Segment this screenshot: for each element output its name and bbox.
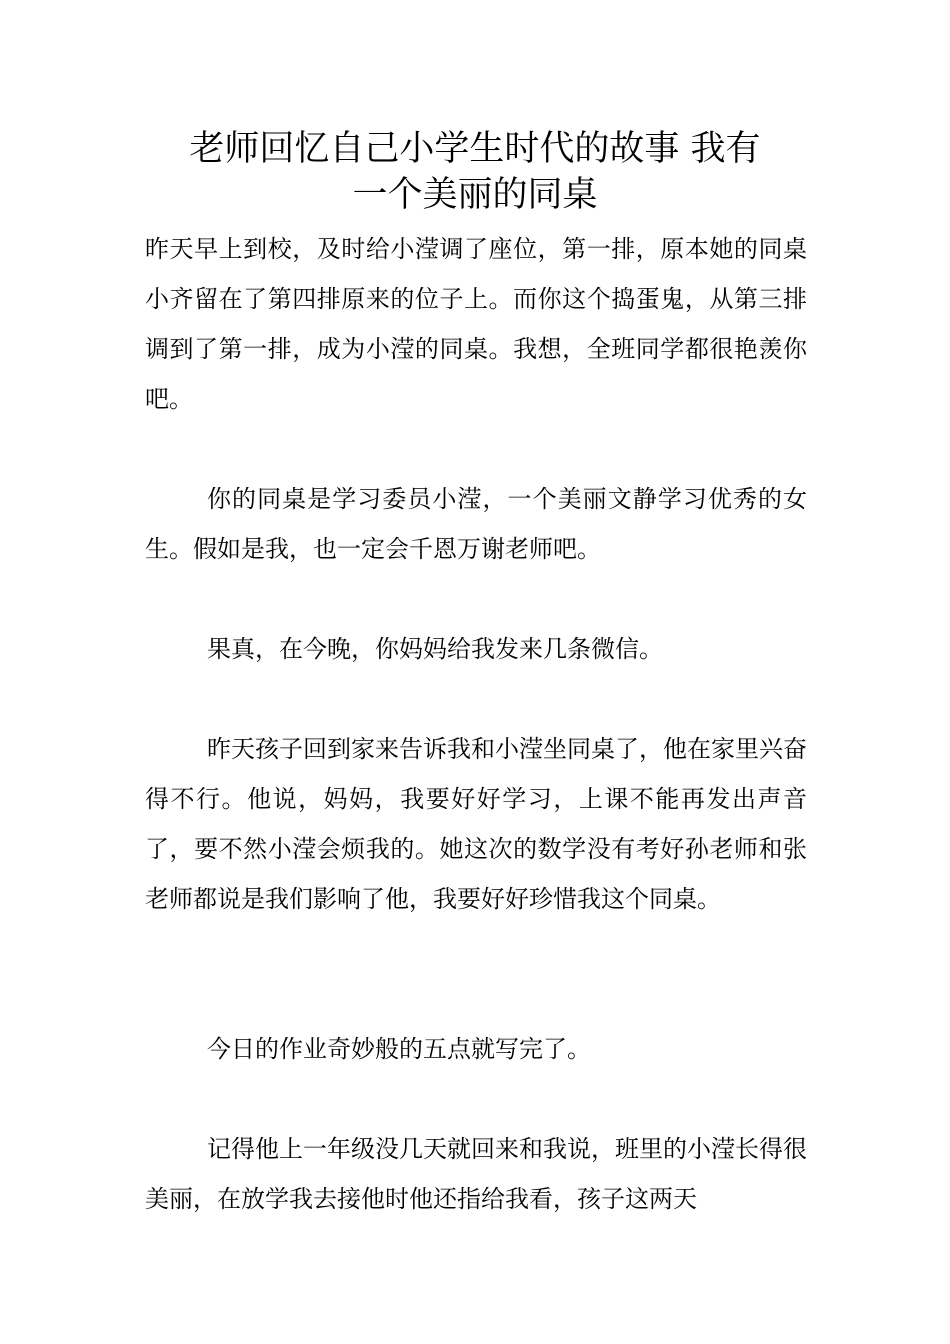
- paragraph-5: 今日的作业奇妙般的五点就写完了。: [207, 1035, 591, 1063]
- paragraph-6: 记得他上一年级没几天就回来和我说，班里的小滢长得很美丽，在放学我去接他时他还指给我看，孩子这两天: [145, 1135, 807, 1213]
- document-title: 老师回忆自己小学生时代的故事 我有 一个美丽的同桌: [189, 129, 761, 215]
- paragraph-2: 你的同桌是学习委员小滢，一个美丽文静学习优秀的女生。假如是我，也一定会千恩万谢老师吧。: [145, 485, 807, 563]
- paragraph-1: 昨天早上到校，及时给小滢调了座位，第一排，原本她的同桌小齐留在了第四排原来的位子上。而你这个捣蛋鬼，从第三排调到了第一排，成为小滢的同桌。我想，全班同学都很艳羡你吧。: [145, 235, 807, 413]
- paragraph-4: 昨天孩子回到家来告诉我和小滢坐同桌了，他在家里兴奋得不行。他说，妈妈，我要好好学习，上课不能再发出声音了，要不然小滢会烦我的。她这次的数学没有考好孙老师和张老师都说是我们影响了他，我要好好珍惜我这个同桌。: [145, 735, 807, 913]
- paragraph-3: 果真，在今晚，你妈妈给我发来几条微信。: [207, 635, 663, 663]
